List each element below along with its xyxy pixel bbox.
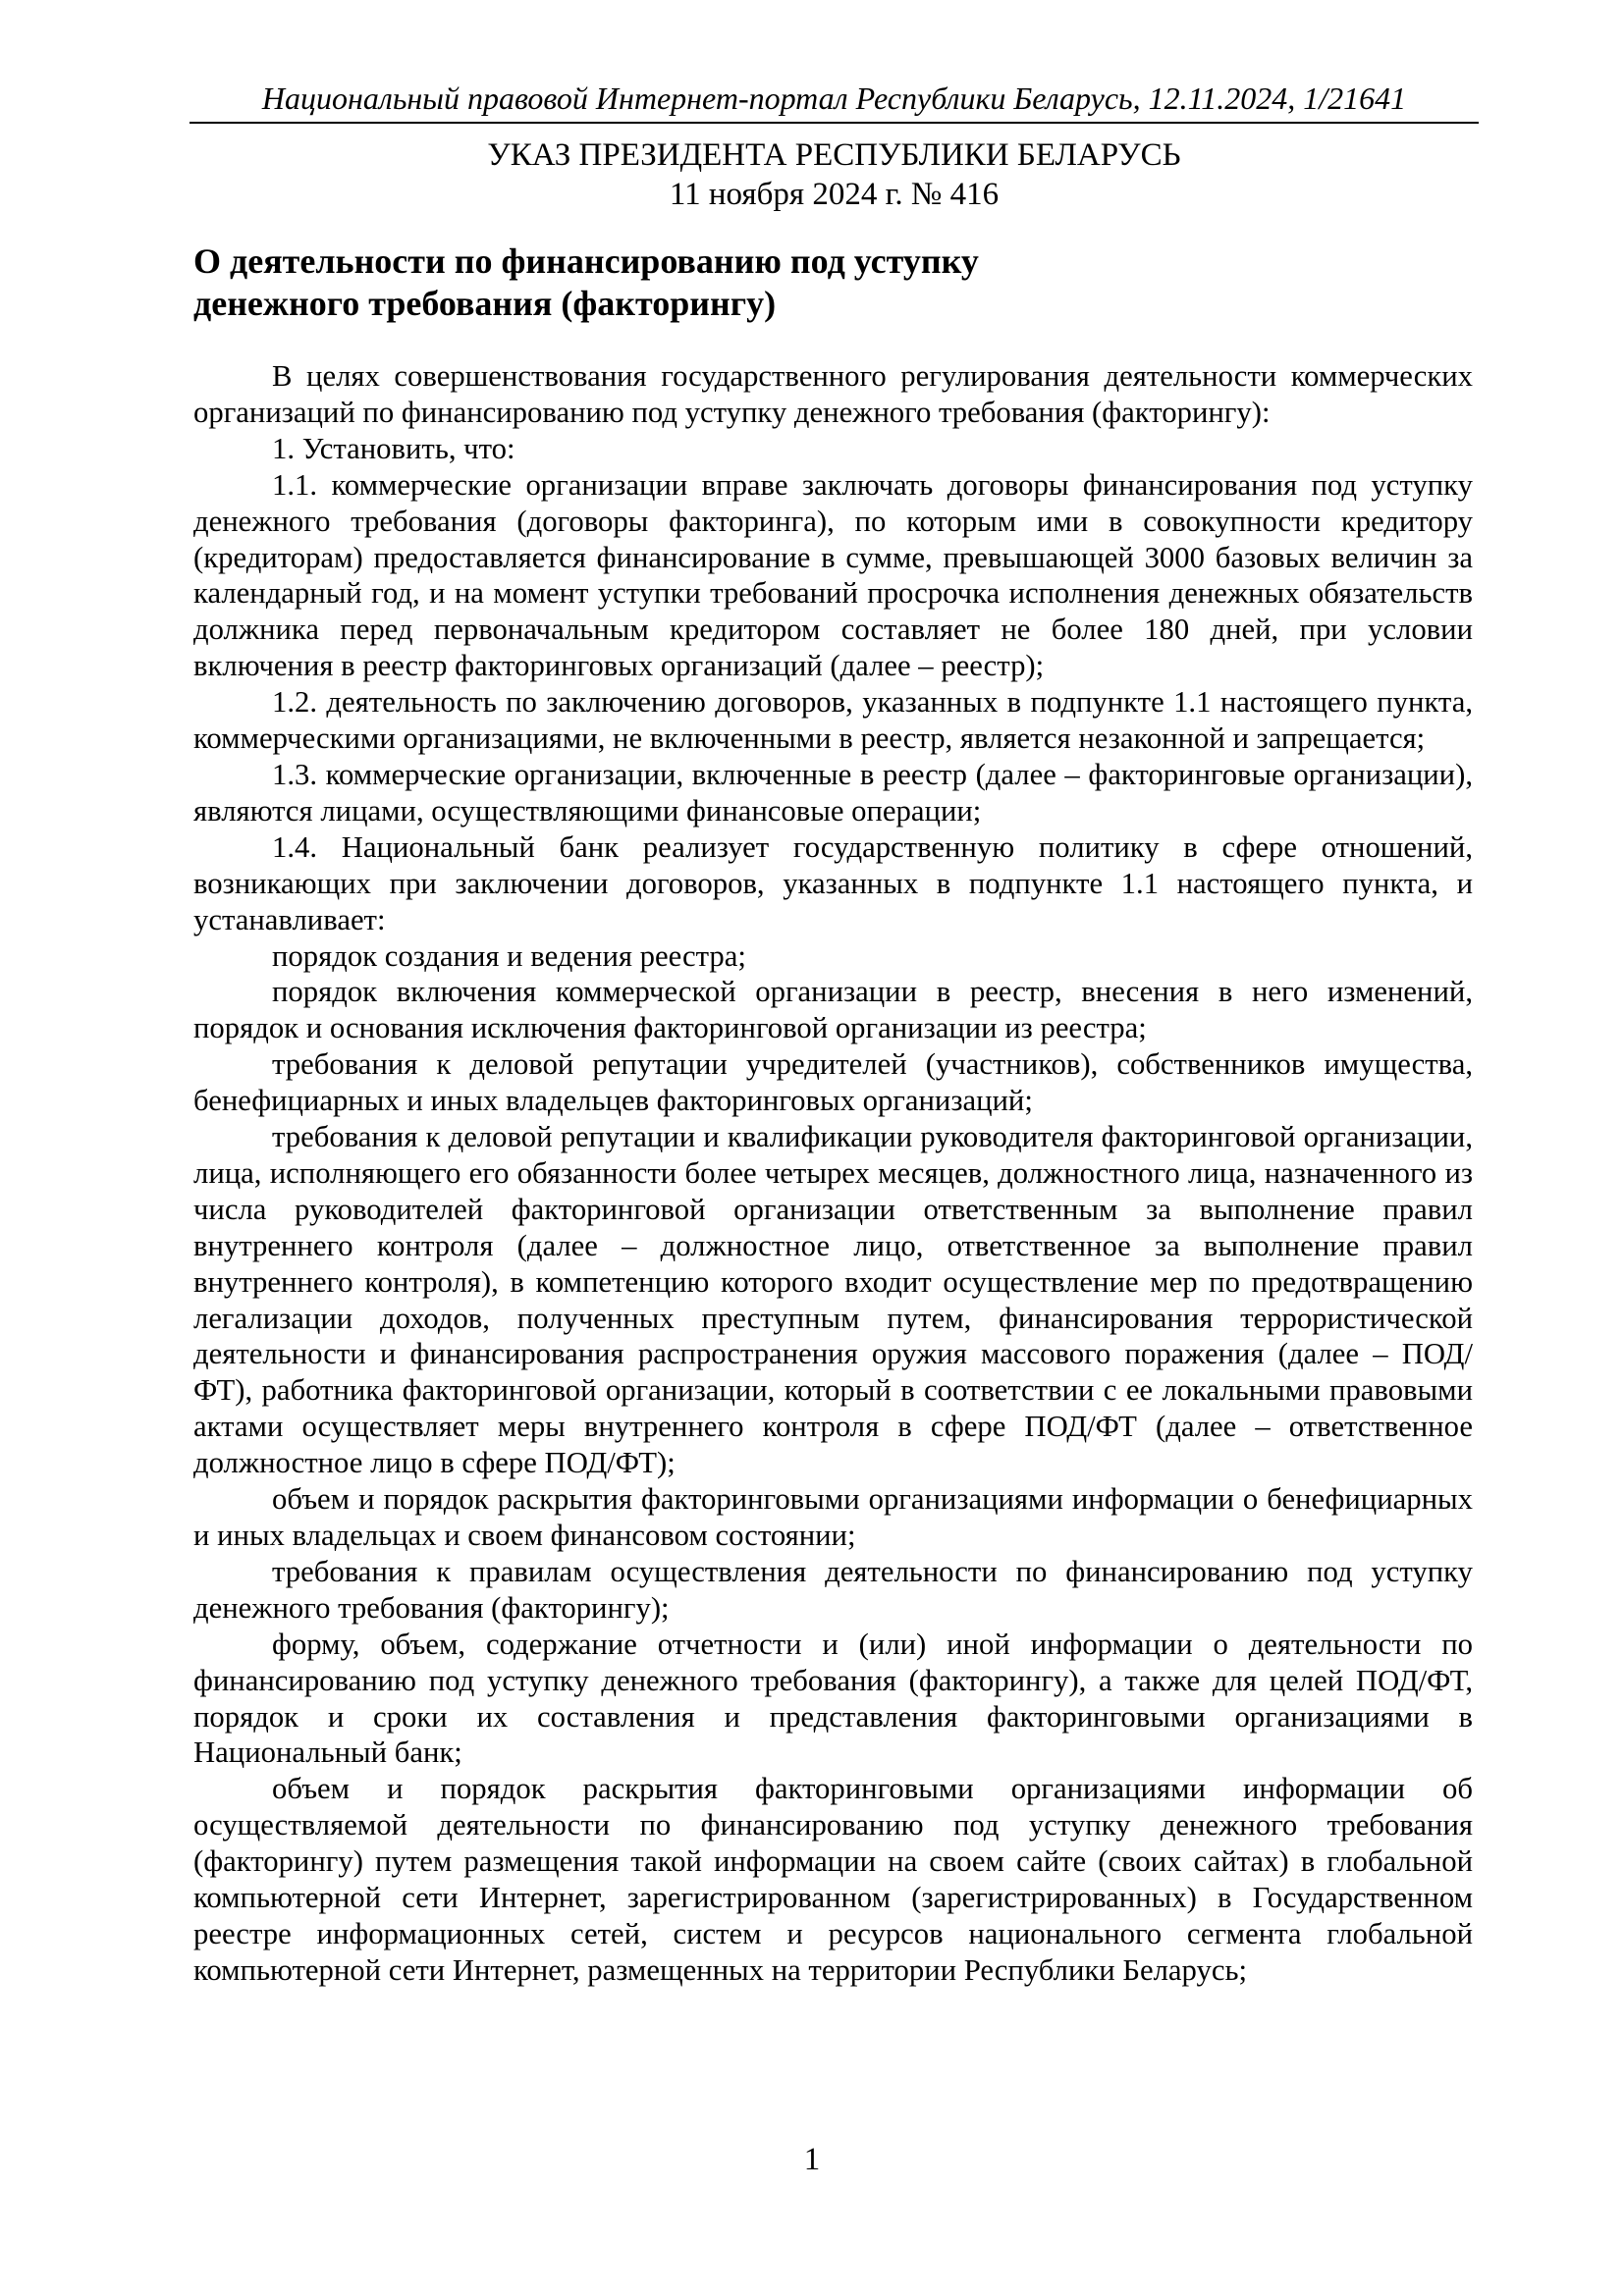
decree-body [193, 358, 1473, 1989]
paragraph: порядок создания и ведения реестра; [272, 938, 746, 973]
page-number: 1 [803, 2142, 821, 2177]
paragraph: В целях совершенствования государственного регулирования деятельности коммерческих организаций по финансированию под уступку денежного требования (факторингу): [193, 359, 1473, 429]
decree-title-line-2: денежного требования (факторингу) [193, 284, 777, 323]
paragraph: форму, объем, содержание отчетности и (или) иной информации о деятельности по финансированию под уступку денежного требования (факторингу), а также для целей ПОД/ФТ, порядок и сроки их составления и представления факторинговыми организациями в Национальный банк; [193, 1627, 1473, 1770]
paragraph: 1.3. коммерческие организации, включенные в реестр (далее – факторинговые организации), являются лицами, осуществляющими финансовые операции; [193, 757, 1473, 828]
decree-title-line-1: О деятельности по финансированию под уступку [193, 241, 979, 281]
decree-title [193, 240, 1470, 325]
decree-date-number: 11 ноября 2024 г. № 416 [669, 177, 1000, 212]
paragraph: 1.2. деятельность по заключению договоров, указанных в подпункте 1.1 настоящего пункта, коммерческими организациями, не включенными в реестр, является незаконной и запрещается; [193, 685, 1473, 756]
portal-header: Национальный правовой Интернет-портал Республики Беларусь, 12.11.2024, 1/21641 [189, 79, 1479, 124]
paragraph: 1.4. Национальный банк реализует государственную политику в сфере отношений, возникающих при заключении договоров, указанных в подпункте 1.1 настоящего пункта, и устанавливает: [193, 829, 1473, 936]
paragraph: 1. Установить, что: [272, 431, 515, 465]
decree-heading [189, 135, 1479, 214]
paragraph: объем и порядок раскрытия факторинговыми организациями информации о бенефициарных и иных владельцах и своем финансовом состоянии; [193, 1482, 1473, 1552]
decree-kind: УКАЗ ПРЕЗИДЕНТА РЕСПУБЛИКИ БЕЛАРУСЬ [487, 137, 1181, 173]
paragraph: требования к правилам осуществления деятельности по финансированию под уступку денежного требования (факторингу); [193, 1554, 1473, 1625]
paragraph: 1.1. коммерческие организации вправе заключать договоры финансирования под уступку денежного требования (договоры факторинга), по которым ими в совокупности кредитору (кредиторам) предоставляется финансирование в сумме, превышающей 3000 базовых величин за календарный год, и на момент уступки требований просрочка исполнения денежных обязательств должника перед первоначальным кредитором составляет не более 180 дней, при условии включения в реестр факторинговых организаций (далее – реестр); [193, 467, 1473, 683]
paragraph: порядок включения коммерческой организации в реестр, внесения в него изменений, порядок и основания исключения факторинговой организации из реестра; [193, 975, 1473, 1045]
paragraph: требования к деловой репутации и квалификации руководителя факторинговой организации, лица, исполняющего его обязанности более четырех месяцев, должностного лица, назначенного из числа руководителей факторинговой организации ответственным за выполнение правил внутреннего контроля (далее – должностное лицо, ответственное за выполнение правил внутреннего контроля), в компетенцию которого входит осуществление мер по предотвращению легализации доходов, полученных преступным путем, финансирования террористической деятельности и финансирования распространения оружия массового поражения (далее – ПОД/ФТ), работника факторинговой организации, который в соответствии с ее локальными правовыми актами осуществляет меры внутреннего контроля в сфере ПОД/ФТ (далее – ответственное должностное лицо в сфере ПОД/ФТ); [193, 1120, 1473, 1480]
paragraph: требования к деловой репутации учредителей (участников), собственников имущества, бенефициарных и иных владельцев факторинговых организаций; [193, 1047, 1473, 1118]
paragraph: объем и порядок раскрытия факторинговыми организациями информации об осуществляемой деятельности по финансированию под уступку денежного требования (факторингу) путем размещения такой информации на своем сайте (своих сайтах) в глобальной компьютерной сети Интернет, зарегистрированном (зарегистрированных) в Государственном реестре информационных сетей, систем и ресурсов национального сегмента глобальной компьютерной сети Интернет, размещенных на территории Республики Беларусь; [193, 1772, 1473, 1987]
